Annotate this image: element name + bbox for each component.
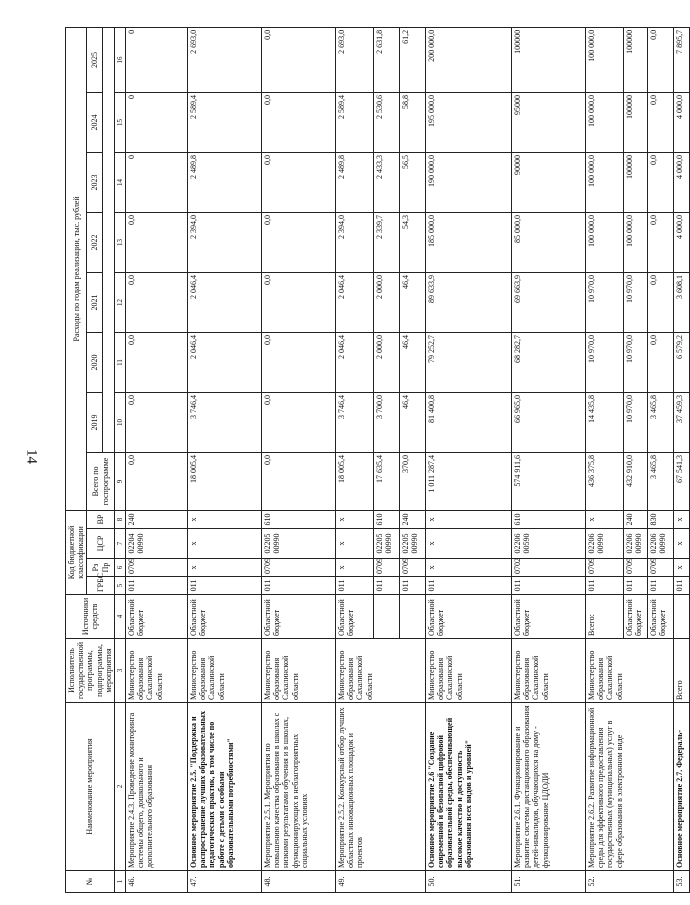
row-number: 53. xyxy=(673,871,689,893)
year-value: 2 046,4 xyxy=(187,272,261,332)
year-value: 4 000,0 xyxy=(673,92,689,152)
year-value: 2 693,0 xyxy=(335,27,373,92)
year-value: 4 000,0 xyxy=(673,152,689,212)
year-value: 2 589,4 xyxy=(187,92,261,152)
total-value: 370,0 xyxy=(399,452,425,510)
code-grbs: 011 xyxy=(125,577,187,595)
funding-source: Всего: xyxy=(585,595,623,639)
year-value: 0 xyxy=(125,27,187,92)
year-value: 0,0 xyxy=(125,212,187,272)
code-csr: 02205 00990 xyxy=(373,529,399,559)
activity-name: Основное мероприятие 2.5. "Поддержка и распространение лучших образовательных педагогических практик, в том числе по работе с детьми с особыми образовательными потребностями" xyxy=(187,703,261,871)
code-grbs: 011 xyxy=(623,577,647,595)
total-value: 67 541,3 xyxy=(673,452,689,510)
code-grbs: 011 xyxy=(647,577,673,595)
page-number: 14 xyxy=(23,449,40,464)
code-csr: 02206 00990 xyxy=(623,529,647,559)
column-number: 16 xyxy=(114,27,125,92)
year-value: 3 746,4 xyxy=(187,392,261,452)
year-value: 81 400,8 xyxy=(425,392,511,452)
table-row xyxy=(511,27,585,892)
executor: Министерство образования Сахалинской области xyxy=(585,639,673,703)
header-vr: ВР xyxy=(87,510,115,528)
code-rzpr: 0709 xyxy=(261,559,335,577)
code-vr: x xyxy=(335,510,373,528)
code-csr: x xyxy=(187,529,261,559)
funding-source xyxy=(373,595,399,639)
code-csr: 02206 00990 xyxy=(647,529,673,559)
year-value: 200 000,0 xyxy=(425,27,511,92)
year-value: 100 000,0 xyxy=(585,27,623,92)
column-number-row xyxy=(114,27,125,892)
column-number: 10 xyxy=(114,392,125,452)
code-rzpr: 0709 xyxy=(373,559,399,577)
funding-source xyxy=(399,595,425,639)
year-value: 14 435,8 xyxy=(585,392,623,452)
year-value: 2 394,0 xyxy=(335,212,373,272)
activity-name: Мероприятие 2.5.2. Конкурсный отбор лучших областных инновационных площадок и проектов xyxy=(335,703,425,871)
year-value: 2 000,0 xyxy=(373,332,399,392)
code-rzpr: 0709 xyxy=(399,559,425,577)
year-value: 0,0 xyxy=(125,332,187,392)
code-vr: 240 xyxy=(399,510,425,528)
year-value: 3 465,8 xyxy=(647,392,673,452)
column-number: 15 xyxy=(114,92,125,152)
total-value: 18 005,4 xyxy=(187,452,261,510)
column-number: 13 xyxy=(114,212,125,272)
year-value: 195 000,0 xyxy=(425,92,511,152)
header-expenses: Расходы по годам реализации, тыс. рублей xyxy=(66,27,87,510)
year-value: 2 589,4 xyxy=(335,92,373,152)
header-total: Всего по госпрограмме xyxy=(87,452,115,510)
code-vr: 240 xyxy=(623,510,647,528)
activity-name: Мероприятие 2.6.1. Функционирование и развитие системы дистанционного образования детей-инвалидов, обучающихся на дому - функционирование ЦДОДИ xyxy=(511,703,585,871)
year-value: 10 970,0 xyxy=(623,392,647,452)
year-value: 69 663,9 xyxy=(511,272,585,332)
year-value: 2 433,3 xyxy=(373,152,399,212)
table-row xyxy=(125,27,187,892)
year-value: 10 970,0 xyxy=(585,332,623,392)
activity-name: Мероприятие 2.6.2. Развитие информационной среды для эффективного предоставления государственных (муниципальных) услуг в сфере образования в электронном виде xyxy=(585,703,673,871)
code-vr: x xyxy=(425,510,511,528)
funding-source: Областной бюджет xyxy=(511,595,585,639)
row-number: 47. xyxy=(187,871,261,893)
table-row xyxy=(425,27,511,892)
activity-name: Мероприятие 2.5.1. Мероприятия по повышению качества образования в школах с низкими результатами обучения и в школах, функционирующих в неблагоприятных социальных условиях xyxy=(261,703,335,871)
funding-source: Областной бюджет xyxy=(125,595,187,639)
year-value: 0,0 xyxy=(261,332,335,392)
code-vr: 610 xyxy=(373,510,399,528)
year-value: 100 000,0 xyxy=(585,212,623,272)
year-value: 2 046,4 xyxy=(335,272,373,332)
row-number: 50. xyxy=(425,871,511,893)
code-csr: 02205 00990 xyxy=(261,529,335,559)
year-value: 3 746,4 xyxy=(335,392,373,452)
header-rzpr: Рз Пр xyxy=(87,559,115,577)
code-grbs: 011 xyxy=(335,577,373,595)
column-number: 7 xyxy=(114,529,125,559)
rotated-sheet xyxy=(65,28,684,893)
header-name: Наименование мероприятия xyxy=(66,703,115,871)
table-body xyxy=(125,27,689,892)
header-csr: ЦСР xyxy=(87,529,115,559)
code-grbs: 011 xyxy=(673,577,689,595)
year-value: 0 xyxy=(125,92,187,152)
year-value: 0,0 xyxy=(647,152,673,212)
year-value: 56,5 xyxy=(399,152,425,212)
code-grbs: 011 xyxy=(187,577,261,595)
total-value: 0,0 xyxy=(261,452,335,510)
funding-source: Областной бюджет xyxy=(623,595,647,639)
year-value: 2 631,8 xyxy=(373,27,399,92)
funding-source: Областной бюджет xyxy=(335,595,373,639)
column-number: 12 xyxy=(114,272,125,332)
year-value: 185 000,0 xyxy=(425,212,511,272)
year-value: 58,8 xyxy=(399,92,425,152)
year-value: 100 000,0 xyxy=(585,152,623,212)
code-grbs: 011 xyxy=(373,577,399,595)
code-rzpr: x xyxy=(425,559,511,577)
year-value: 61,2 xyxy=(399,27,425,92)
year-value: 2 339,7 xyxy=(373,212,399,272)
year-value: 37 459,3 xyxy=(673,392,689,452)
code-rzpr: x xyxy=(335,559,373,577)
row-number: 52. xyxy=(585,871,673,893)
year-value: 95000 xyxy=(511,92,585,152)
code-rzpr: 0709 xyxy=(125,559,187,577)
year-value: 0,0 xyxy=(261,392,335,452)
year-value: 100 000,0 xyxy=(623,212,647,272)
column-number: 5 xyxy=(114,577,125,595)
year-value: 0,0 xyxy=(647,92,673,152)
year-value: 68 282,7 xyxy=(511,332,585,392)
year-value: 0,0 xyxy=(125,392,187,452)
column-number: 4 xyxy=(114,595,125,639)
funding-source: Областной бюджет xyxy=(261,595,335,639)
code-rzpr: 0709 xyxy=(647,559,673,577)
code-grbs: 011 xyxy=(399,577,425,595)
year-value: 10 970,0 xyxy=(585,272,623,332)
column-number: 2 xyxy=(114,703,125,871)
year-value: 190 000,0 xyxy=(425,152,511,212)
total-value: 436 375,8 xyxy=(585,452,623,510)
table-row xyxy=(335,27,373,892)
year-value: 3 608,1 xyxy=(673,272,689,332)
header-executor: Исполнитель государственной программы, подпрограммы, мероприятия xyxy=(66,639,115,703)
year-value: 2 530,6 xyxy=(373,92,399,152)
code-vr: x xyxy=(187,510,261,528)
code-rzpr: x xyxy=(187,559,261,577)
column-number: 14 xyxy=(114,152,125,212)
code-rzpr: 0709 xyxy=(623,559,647,577)
header-grbs: ГРБС xyxy=(87,577,115,595)
code-rzpr: 0702 xyxy=(511,559,585,577)
year-value: 90000 xyxy=(511,152,585,212)
year-value: 6 579,2 xyxy=(673,332,689,392)
activity-name: Мероприятие 2.4.3. Проведение мониторинга системы общего, дошкольного и дополнительного образования xyxy=(125,703,187,871)
year-value: 0,0 xyxy=(125,272,187,332)
year-value: 46,4 xyxy=(399,272,425,332)
header-budget-code: Код бюджетной классификации xyxy=(66,510,87,594)
total-value: 574 911,6 xyxy=(511,452,585,510)
year-value: 7 895,7 xyxy=(673,27,689,92)
code-csr: 02206 00590 xyxy=(511,529,585,559)
year-value: 100000 xyxy=(623,92,647,152)
executor: Министерство образования Сахалинской области xyxy=(125,639,187,703)
executor: Министерство образования Сахалинской области xyxy=(335,639,425,703)
code-grbs: 011 xyxy=(425,577,511,595)
total-value: 0,0 xyxy=(125,452,187,510)
code-grbs: 011 xyxy=(261,577,335,595)
code-vr: 610 xyxy=(261,510,335,528)
code-vr: 830 xyxy=(647,510,673,528)
header-year: 2020 xyxy=(87,332,103,392)
code-vr: x xyxy=(673,510,689,528)
year-value: 89 633,9 xyxy=(425,272,511,332)
year-value: 46,4 xyxy=(399,392,425,452)
year-value: 0,0 xyxy=(261,272,335,332)
year-value: 0 xyxy=(125,152,187,212)
code-csr: 02205 00990 xyxy=(399,529,425,559)
code-rzpr: 0709 xyxy=(585,559,623,577)
funding-source: Областной бюджет xyxy=(425,595,511,639)
funding-source xyxy=(673,595,689,639)
code-vr: 610 xyxy=(511,510,585,528)
year-value: 2 489,8 xyxy=(187,152,261,212)
row-number: 48. xyxy=(261,871,335,893)
year-value: 10 970,0 xyxy=(623,332,647,392)
code-csr: x xyxy=(673,529,689,559)
column-number: 8 xyxy=(114,510,125,528)
year-value: 0,0 xyxy=(261,92,335,152)
year-value: 100000 xyxy=(623,27,647,92)
year-value: 85 000,0 xyxy=(511,212,585,272)
header-source: Источники средств xyxy=(66,595,115,639)
year-value: 0,0 xyxy=(261,152,335,212)
year-value: 100 000,0 xyxy=(585,92,623,152)
header-year: 2023 xyxy=(87,152,103,212)
year-value: 0,0 xyxy=(647,212,673,272)
column-number: 9 xyxy=(114,452,125,510)
year-value: 0,0 xyxy=(261,27,335,92)
year-value: 2 394,0 xyxy=(187,212,261,272)
executor: Министерство образования Сахалинской области xyxy=(511,639,585,703)
year-value: 79 252,7 xyxy=(425,332,511,392)
table-row xyxy=(673,27,689,892)
year-value: 2 693,0 xyxy=(187,27,261,92)
code-grbs: 011 xyxy=(585,577,623,595)
year-value: 4 000,0 xyxy=(673,212,689,272)
executor: Министерство образования Сахалинской области xyxy=(261,639,335,703)
table-row xyxy=(261,27,335,892)
year-value: 2 046,4 xyxy=(187,332,261,392)
column-number: 6 xyxy=(114,559,125,577)
code-csr: 02204 00990 xyxy=(125,529,187,559)
funding-source: Областной бюджет xyxy=(647,595,673,639)
row-number: 49. xyxy=(335,871,425,893)
year-value: 0,0 xyxy=(647,27,673,92)
code-rzpr: x xyxy=(673,559,689,577)
year-value: 2 046,4 xyxy=(335,332,373,392)
year-value: 46,4 xyxy=(399,332,425,392)
table-row xyxy=(187,27,261,892)
code-csr: x xyxy=(425,529,511,559)
header-no: № xyxy=(66,871,115,893)
code-vr: 240 xyxy=(125,510,187,528)
header-row-1 xyxy=(66,27,87,892)
total-value: 17 635,4 xyxy=(373,452,399,510)
year-value: 2 000,0 xyxy=(373,272,399,332)
executor: Министерство образования Сахалинской области xyxy=(187,639,261,703)
year-value: 0,0 xyxy=(647,272,673,332)
code-csr: 02206 00990 xyxy=(585,529,623,559)
row-number: 51. xyxy=(511,871,585,893)
table-row xyxy=(585,27,623,892)
executor: Всего xyxy=(673,639,689,703)
year-value: 54,3 xyxy=(399,212,425,272)
activity-name: Основное мероприятие 2.6 "Создание современной и безопасной цифровой образовательной среды, обеспечивающей высокое качество и доступность образования всех видов и уровней" xyxy=(425,703,511,871)
column-number: 1 xyxy=(114,871,125,893)
year-value: 3 700,0 xyxy=(373,392,399,452)
column-number: 11 xyxy=(114,332,125,392)
total-value: 432 910,0 xyxy=(623,452,647,510)
activity-name: Основное мероприятие 2.7. Федераль- xyxy=(673,703,689,871)
total-value: 18 005,4 xyxy=(335,452,373,510)
year-value: 100000 xyxy=(511,27,585,92)
code-grbs: 011 xyxy=(511,577,585,595)
expenses-table xyxy=(65,27,690,893)
code-csr: x xyxy=(335,529,373,559)
column-number: 3 xyxy=(114,639,125,703)
header-year: 2021 xyxy=(87,272,103,332)
executor: Министерство образования Сахалинской области xyxy=(425,639,511,703)
code-vr: x xyxy=(585,510,623,528)
year-value: 2 489,8 xyxy=(335,152,373,212)
year-value: 10 970,0 xyxy=(623,272,647,332)
total-value: 1 011 287,4 xyxy=(425,452,511,510)
year-value: 0,0 xyxy=(647,332,673,392)
total-value: 3 465,8 xyxy=(647,452,673,510)
row-number: 46. xyxy=(125,871,187,893)
header-year: 2022 xyxy=(87,212,103,272)
year-value: 0,0 xyxy=(261,212,335,272)
header-year: 2019 xyxy=(87,392,103,452)
header-year: 2025 xyxy=(87,27,103,92)
header-year: 2024 xyxy=(87,92,103,152)
year-value: 66 965,0 xyxy=(511,392,585,452)
funding-source: Областной бюджет xyxy=(187,595,261,639)
header-spacer xyxy=(102,27,114,452)
year-value: 100000 xyxy=(623,152,647,212)
